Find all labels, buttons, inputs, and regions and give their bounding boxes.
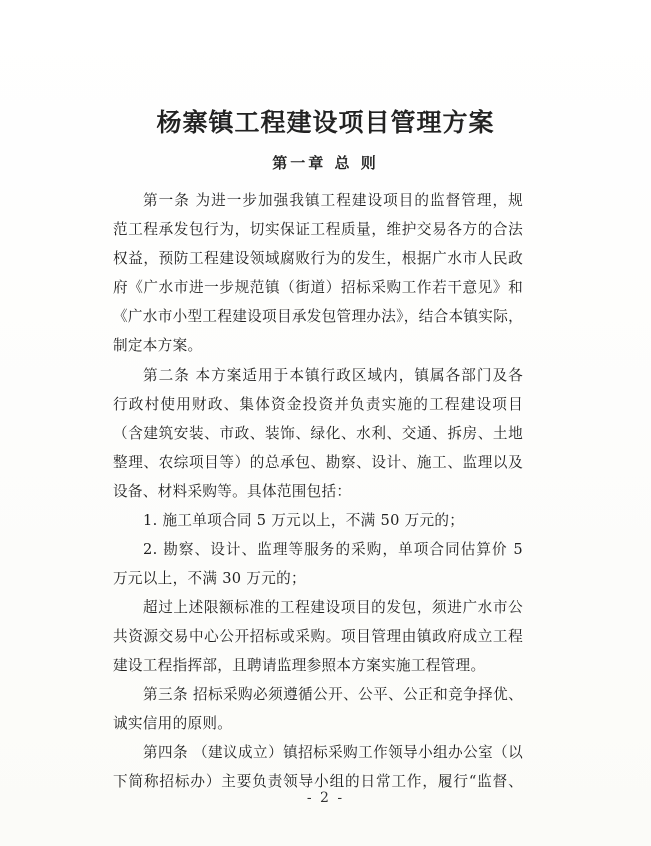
- list-item: 2. 勘察、设计、监理等服务的采购，单项合同估算价 5: [143, 541, 523, 558]
- text-line: 超过上述限额标准的工程建设项目的发包，须进广水市公: [143, 599, 523, 616]
- page-number: - 2 -: [306, 790, 345, 806]
- text-line: 整理、农综项目等）的总承包、勘察、设计、施工、监理以及: [113, 454, 523, 471]
- text-line: 万元以上，不满 30 万元的；: [113, 570, 306, 587]
- text-line: 建设工程指挥部，且聘请监理参照本方案实施工程管理。: [113, 657, 486, 674]
- text-line: 第一条 为进一步加强我镇工程建设项目的监督管理，规: [143, 192, 523, 209]
- list-item: 1. 施工单项合同 5 万元以上，不满 50 万元的；: [143, 512, 465, 529]
- text-line: 行政村使用财政、集体资金投资并负责实施的工程建设项目: [113, 396, 523, 413]
- text-line: 下简称招标办）主要负责领导小组的日常工作，履行“监督、: [113, 773, 523, 790]
- text-line: 权益，预防工程建设领域腐败行为的发生，根据广水市人民政: [113, 250, 523, 267]
- text-line: 府《广水市进一步规范镇（街道）招标采购工作若干意见》和: [113, 279, 523, 296]
- text-line: 范工程承发包行为，切实保证工程质量，维护交易各方的合法: [113, 221, 523, 238]
- text-line: 第三条 招标采购必须遵循公开、公平、公正和竞争择优、: [143, 686, 523, 703]
- document-title: 杨寨镇工程建设项目管理方案: [156, 108, 495, 137]
- text-line: 《广水市小型工程建设项目承发包管理办法》，结合本镇实际，: [113, 308, 523, 325]
- text-line: 共资源交易中心公开招标或采购。项目管理由镇政府成立工程: [113, 628, 523, 645]
- text-line: 第四条 （建议成立）镇招标采购工作领导小组办公室（以: [143, 744, 523, 761]
- text-line: 第二条 本方案适用于本镇行政区域内，镇属各部门及各: [143, 367, 523, 384]
- text-line: 制定本方案。: [113, 337, 203, 354]
- text-line: 设备、材料采购等。具体范围包括：: [113, 483, 352, 500]
- text-line: （含建筑安装、市政、装饰、绿化、水利、交通、拆房、土地: [113, 425, 523, 442]
- chapter-heading: 第一章 总 则: [272, 154, 379, 172]
- text-line: 诚实信用的原则。: [113, 715, 233, 732]
